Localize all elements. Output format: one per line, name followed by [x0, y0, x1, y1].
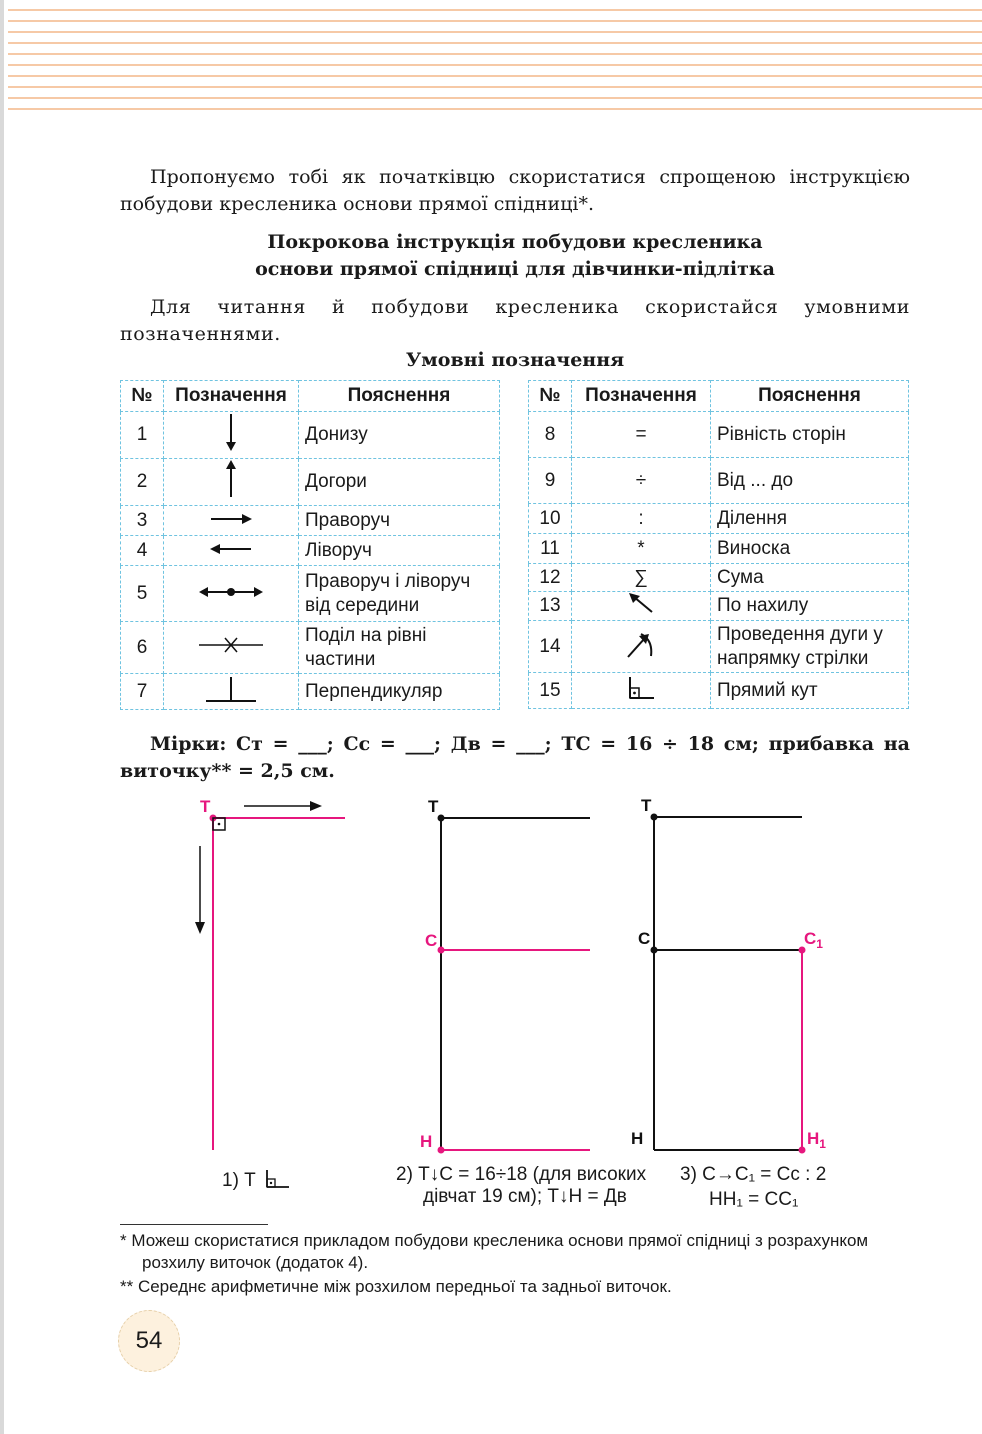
diagram-step1	[195, 797, 345, 1150]
header-symbol: Позначення	[572, 381, 711, 412]
header-num: №	[529, 381, 572, 412]
row-text: Ділення	[711, 504, 909, 534]
measurements-paragraph: Мірки: Ст = ___; Сс = ___; Дв = ___; ТС = 16 ÷ 18 см; прибавка на виточку** = 2,5 см.	[120, 733, 910, 782]
header-explanation: Пояснення	[299, 381, 500, 412]
page-number: 54	[118, 1310, 180, 1372]
row-text: Сума	[711, 564, 909, 592]
row-text: По нахилу	[711, 592, 909, 621]
label-h-step3: Н	[631, 1129, 644, 1148]
label-h1-step3: $Н_1$	[807, 1129, 826, 1151]
step3-caption-line1: 3) С→С₁ = Сс : 2	[680, 1164, 827, 1185]
footnote-1: * Можеш скористатися прикладом побудови кресленика основи прямої спідниці з розрахунком розхилу виточок (додаток 4).	[120, 1231, 869, 1272]
row-text: Догори	[299, 459, 500, 506]
sum-symbol: ∑	[572, 564, 711, 592]
division-sign-symbol: ÷	[572, 458, 711, 504]
label-t-step1: Т	[200, 797, 211, 816]
row-num: 4	[121, 536, 164, 566]
row-num: 1	[121, 412, 164, 459]
row-num: 2	[121, 459, 164, 506]
step3-caption-line2: НН₁ = СС₁	[709, 1189, 799, 1210]
header-explanation: Пояснення	[711, 381, 909, 412]
instruction-heading-line2: основи прямої спідниці для дівчинки-підлітка	[255, 258, 775, 280]
label-h-step2: Н	[420, 1132, 433, 1151]
footnote-2: ** Середнє арифметичне між розхилом передньої та задньої виточок.	[120, 1277, 672, 1296]
row-text: Ліворуч	[299, 536, 500, 566]
label-t-step2: Т	[428, 797, 439, 816]
step2-caption-line2: дівчат 19 см); Т↓Н = Дв	[423, 1186, 627, 1207]
row-text: Перпендикуляр	[299, 674, 500, 710]
row-num: 5	[121, 566, 164, 622]
label-c1-step3: $С_1$	[804, 929, 823, 951]
label-c-step3: С	[638, 929, 651, 948]
step1-caption: 1) Т	[222, 1170, 256, 1191]
row-text: Виноска	[711, 534, 909, 564]
row-num: 6	[121, 622, 164, 674]
row-num: 3	[121, 506, 164, 536]
row-text: Праворуч	[299, 506, 500, 536]
label-t-step3: Т	[641, 796, 652, 815]
asterisk-symbol: *	[572, 534, 711, 564]
footnote-divider	[120, 1224, 268, 1225]
row-text: Донизу	[299, 412, 500, 459]
step2-caption-line1: 2) Т↓С = 16÷18 (для високих	[396, 1164, 647, 1185]
intro-paragraph: Пропонуємо тобі як початківцю скористатися спрощеною інструкцією побудови кресленика основи прямої спідниці*.	[120, 166, 910, 215]
colon-symbol: :	[572, 504, 711, 534]
row-text: Праворуч і ліворуч від середини	[299, 566, 500, 622]
row-text: Рівність сторін	[711, 412, 909, 458]
row-num: 14	[529, 621, 572, 673]
label-c-step2: С	[425, 931, 438, 950]
equals-symbol: =	[572, 412, 711, 458]
right-angle-icon	[267, 1170, 289, 1187]
row-text: Поділ на рівні частини	[299, 622, 500, 674]
diagram-step3	[631, 796, 826, 1154]
row-num: 7	[121, 674, 164, 710]
instruction-heading-line1: Покрокова інструкція побудови кресленика	[267, 231, 763, 253]
row-num: 13	[529, 592, 572, 621]
header-num: №	[121, 381, 164, 412]
row-num: 8	[529, 412, 572, 458]
legend-title: Умовні позначення	[405, 349, 625, 371]
row-text: Проведення дуги у напрямку стрілки	[711, 621, 909, 673]
row-text: Від ... до	[711, 458, 909, 504]
header-symbol: Позначення	[164, 381, 299, 412]
row-num: 15	[529, 673, 572, 709]
row-num: 12	[529, 564, 572, 592]
diagram-step2	[420, 797, 590, 1154]
row-num: 11	[529, 534, 572, 564]
row-text: Прямий кут	[711, 673, 909, 709]
legend-intro-paragraph: Для читання й побудови кресленика скористайся умовними позначеннями.	[120, 296, 910, 345]
row-num: 9	[529, 458, 572, 504]
row-num: 10	[529, 504, 572, 534]
